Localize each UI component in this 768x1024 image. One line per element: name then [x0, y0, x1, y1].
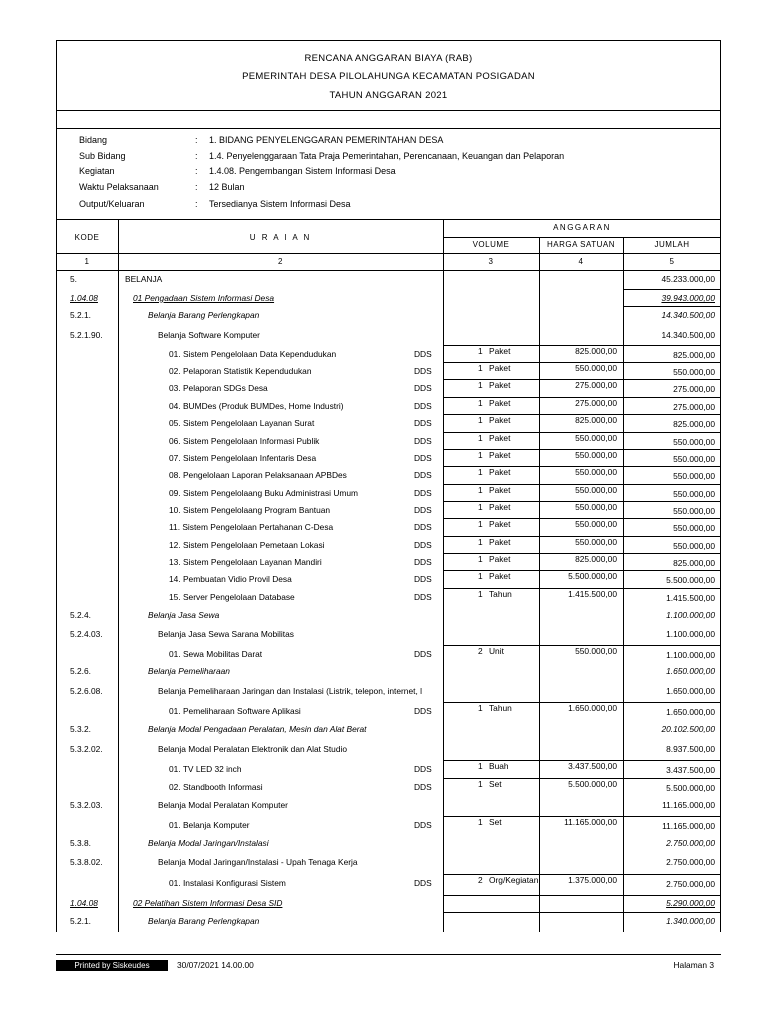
- row-separator: [443, 553, 721, 554]
- row-harga-satuan: 825.000,00: [575, 554, 617, 564]
- row-volume: 1: [478, 519, 483, 529]
- row-jumlah: 550.000,00: [673, 541, 715, 551]
- row-uraian: 02. Standbooth Informasi: [169, 782, 263, 792]
- row-separator: [443, 379, 721, 380]
- row-volume: 1: [478, 380, 483, 390]
- row-kode: 5.: [70, 274, 77, 284]
- info-colon: :: [195, 166, 198, 176]
- row-separator: [443, 588, 721, 589]
- row-uraian: 05. Sistem Pengelolaan Layanan Surat: [169, 418, 315, 428]
- row-harga-satuan: 550.000,00: [575, 485, 617, 495]
- row-satuan: Tahun: [489, 589, 512, 599]
- footer-divider: [56, 954, 721, 955]
- row-uraian: 14. Pembuatan Vidio Provil Desa: [169, 574, 292, 584]
- row-satuan: Unit: [489, 646, 504, 656]
- header-kode: KODE: [74, 233, 100, 242]
- row-uraian: 12. Sistem Pengelolaan Pemetaan Lokasi: [169, 540, 325, 550]
- row-volume: 1: [478, 433, 483, 443]
- row-jumlah: 275.000,00: [673, 384, 715, 394]
- row-kode: 5.2.6.: [70, 666, 91, 676]
- row-uraian: Belanja Modal Pengadaan Peralatan, Mesin dan Alat Berat: [148, 724, 367, 734]
- row-separator: [443, 397, 721, 398]
- row-volume: 1: [478, 589, 483, 599]
- row-volume: 1: [478, 703, 483, 713]
- row-uraian: Belanja Jasa Sewa: [148, 610, 220, 620]
- row-separator: [443, 466, 721, 467]
- row-source-dana: DDS: [414, 401, 432, 411]
- row-uraian: Belanja Pemeliharaan: [148, 666, 230, 676]
- row-satuan: Paket: [489, 415, 511, 425]
- row-satuan: Set: [489, 817, 502, 827]
- row-kode: 1.04.08: [70, 898, 98, 908]
- row-jumlah: 1.100.000,00: [666, 610, 715, 620]
- row-harga-satuan: 11.165.000,00: [564, 817, 617, 827]
- row-uraian: 01. Instalasi Konfigurasi Sistem: [169, 878, 286, 888]
- row-volume: 1: [478, 346, 483, 356]
- row-separator: [443, 501, 721, 502]
- divider: [443, 237, 721, 238]
- row-separator: [443, 449, 721, 450]
- row-uraian: Belanja Pemeliharaan Jaringan dan Instalasi (Listrik, telepon, internet, l: [158, 686, 422, 696]
- row-volume: 1: [478, 415, 483, 425]
- row-uraian: 11. Sistem Pengelolaan Pertahanan C-Desa: [169, 522, 334, 532]
- row-jumlah: 2.750.000,00: [666, 879, 715, 889]
- row-uraian: Belanja Barang Perlengkapan: [148, 916, 260, 926]
- row-jumlah: 2.750.000,00: [666, 838, 715, 848]
- divider: [56, 253, 721, 254]
- row-jumlah: 550.000,00: [673, 506, 715, 516]
- header-number-1: 1: [84, 257, 90, 266]
- row-jumlah: 825.000,00: [673, 419, 715, 429]
- row-satuan: Set: [489, 779, 502, 789]
- info-value: 1.4. Penyelenggaraan Tata Praja Pemerintahan, Perencanaan, Keuangan dan Pelaporan: [209, 151, 565, 161]
- row-source-dana: DDS: [414, 540, 432, 550]
- row-kode: 5.2.1.: [70, 916, 91, 926]
- row-source-dana: DDS: [414, 453, 432, 463]
- row-jumlah: 550.000,00: [673, 437, 715, 447]
- row-volume: 1: [478, 817, 483, 827]
- row-harga-satuan: 550.000,00: [575, 467, 617, 477]
- row-source-dana: DDS: [414, 470, 432, 480]
- row-source-dana: DDS: [414, 418, 432, 428]
- row-separator: [443, 432, 721, 433]
- row-separator: [443, 484, 721, 485]
- row-kode: 5.2.4.03.: [70, 629, 103, 639]
- row-volume: 2: [478, 875, 483, 885]
- info-label: Sub Bidang: [79, 151, 126, 161]
- row-harga-satuan: 550.000,00: [575, 502, 617, 512]
- column-divider: [539, 237, 540, 270]
- row-volume: 1: [478, 571, 483, 581]
- row-volume: 1: [478, 779, 483, 789]
- row-source-dana: DDS: [414, 366, 432, 376]
- row-uraian: Belanja Modal Jaringan/Instalasi - Upah Tenaga Kerja: [158, 857, 358, 867]
- info-value: 1.4.08. Pengembangan Sistem Informasi Desa: [209, 166, 396, 176]
- row-jumlah: 1.100.000,00: [666, 650, 715, 660]
- row-jumlah: 550.000,00: [673, 523, 715, 533]
- row-jumlah: 275.000,00: [673, 402, 715, 412]
- row-uraian: Belanja Barang Perlengkapan: [148, 310, 260, 320]
- row-satuan: Paket: [489, 571, 511, 581]
- row-source-dana: DDS: [414, 488, 432, 498]
- row-uraian: 01. Sewa Mobilitas Darat: [169, 649, 263, 659]
- row-uraian: 01. Sistem Pengelolaan Data Kependudukan: [169, 349, 337, 359]
- row-kode: 5.3.2.: [70, 724, 91, 734]
- row-jumlah: 39.943.000,00: [661, 293, 715, 303]
- row-harga-satuan: 275.000,00: [575, 380, 617, 390]
- row-satuan: Paket: [489, 502, 511, 512]
- row-harga-satuan: 550.000,00: [575, 646, 617, 656]
- row-harga-satuan: 1.375.000,00: [568, 875, 617, 885]
- row-satuan: Paket: [489, 467, 511, 477]
- row-source-dana: DDS: [414, 436, 432, 446]
- print-datetime: 30/07/2021 14.00.00: [177, 960, 254, 970]
- row-harga-satuan: 550.000,00: [575, 450, 617, 460]
- row-volume: 1: [478, 761, 483, 771]
- row-harga-satuan: 5.500.000,00: [568, 571, 617, 581]
- row-uraian: 01. Pemeliharaan Software Aplikasi: [169, 706, 301, 716]
- row-uraian: 15. Server Pengelolaan Database: [169, 592, 295, 602]
- row-harga-satuan: 550.000,00: [575, 433, 617, 443]
- row-source-dana: DDS: [414, 383, 432, 393]
- row-satuan: Paket: [489, 363, 511, 373]
- row-jumlah: 550.000,00: [673, 489, 715, 499]
- header-number-4: 4: [578, 257, 584, 266]
- row-harga-satuan: 550.000,00: [575, 537, 617, 547]
- row-satuan: Org/Kegiatan: [489, 875, 539, 885]
- info-value: Tersedianya Sistem Informasi Desa: [209, 199, 351, 209]
- header-number-2: 2: [278, 257, 283, 266]
- row-separator: [443, 912, 721, 913]
- divider: [56, 128, 721, 129]
- row-separator: [443, 816, 721, 817]
- row-volume: 1: [478, 554, 483, 564]
- row-harga-satuan: 1.415.500,00: [568, 589, 617, 599]
- row-separator: [443, 414, 721, 415]
- row-separator: [443, 895, 721, 896]
- column-divider: [118, 270, 119, 932]
- doc-title-line3: TAHUN ANGGARAN 2021: [329, 90, 448, 101]
- row-source-dana: DDS: [414, 820, 432, 830]
- row-separator: [443, 874, 721, 875]
- header-harga-satuan: HARGA SATUAN: [546, 240, 616, 249]
- row-satuan: Paket: [489, 554, 511, 564]
- row-kode: 5.3.2.03.: [70, 800, 103, 810]
- row-jumlah: 14.340.500,00: [661, 330, 715, 340]
- row-separator: [443, 362, 721, 363]
- info-colon: :: [195, 135, 198, 145]
- row-uraian: Belanja Modal Peralatan Elektronik dan Alat Studio: [158, 744, 348, 754]
- row-volume: 2: [478, 646, 483, 656]
- row-uraian: Belanja Jasa Sewa Sarana Mobilitas: [158, 629, 294, 639]
- row-uraian: 13. Sistem Pengelolaan Layanan Mandiri: [169, 557, 322, 567]
- row-jumlah: 1.650.000,00: [666, 707, 715, 717]
- row-jumlah: 14.340.500,00: [661, 310, 715, 320]
- row-uraian: 01. TV LED 32 inch: [169, 764, 242, 774]
- divider: [56, 270, 721, 271]
- row-uraian: 09. Sistem Pengelolaang Buku Administrasi Umum: [169, 488, 358, 498]
- row-source-dana: DDS: [414, 764, 432, 774]
- info-label: Bidang: [79, 135, 108, 145]
- row-uraian: 06. Sistem Pengelolaan Informasi Publik: [169, 436, 320, 446]
- row-satuan: Paket: [489, 398, 511, 408]
- row-uraian: Belanja Modal Peralatan Komputer: [158, 800, 288, 810]
- divider: [56, 219, 721, 220]
- row-source-dana: DDS: [414, 505, 432, 515]
- column-divider: [539, 270, 540, 932]
- row-uraian: Belanja Modal Jaringan/Instalasi: [148, 838, 269, 848]
- header-uraian: U R A I A N: [249, 233, 312, 242]
- row-harga-satuan: 3.437.500,00: [568, 761, 617, 771]
- row-kode: 5.2.1.: [70, 310, 91, 320]
- column-divider: [623, 237, 624, 270]
- row-jumlah: 550.000,00: [673, 471, 715, 481]
- info-colon: :: [195, 151, 198, 161]
- row-source-dana: DDS: [414, 706, 432, 716]
- row-uraian: 02. Pelaporan Statistik Kependudukan: [169, 366, 312, 376]
- row-jumlah: 1.340.000,00: [666, 916, 715, 926]
- row-jumlah: 5.500.000,00: [666, 575, 715, 585]
- column-divider: [623, 270, 624, 932]
- header-number-5: 5: [669, 257, 675, 266]
- row-jumlah: 1.650.000,00: [666, 666, 715, 676]
- row-separator: [443, 778, 721, 779]
- row-separator: [623, 289, 721, 290]
- row-jumlah: 550.000,00: [673, 367, 715, 377]
- doc-title-line1: RENCANA ANGGARAN BIAYA (RAB): [304, 53, 473, 64]
- row-jumlah: 1.415.500,00: [666, 593, 715, 603]
- header-number-3: 3: [488, 257, 494, 266]
- row-uraian: 08. Pengelolaan Laporan Pelaksanaan APBDes: [169, 470, 347, 480]
- info-label: Kegiatan: [79, 166, 115, 176]
- row-uraian: 04. BUMDes (Produk BUMDes, Home Industri): [169, 401, 344, 411]
- row-source-dana: DDS: [414, 522, 432, 532]
- row-uraian: 02 Pelatihan Sistem Informasi Desa SID: [133, 898, 283, 908]
- row-satuan: Paket: [489, 450, 511, 460]
- row-jumlah: 11.165.000,00: [662, 821, 715, 831]
- header-volume: VOLUME: [472, 240, 510, 249]
- page-number: Halaman 3: [673, 960, 714, 970]
- row-separator: [443, 570, 721, 571]
- row-jumlah: 1.650.000,00: [666, 686, 715, 696]
- row-uraian: 10. Sistem Pengelolaang Program Bantuan: [169, 505, 331, 515]
- row-source-dana: DDS: [414, 349, 432, 359]
- info-value: 12 Bulan: [209, 182, 245, 192]
- info-label: Output/Keluaran: [79, 199, 145, 209]
- row-harga-satuan: 1.650.000,00: [568, 703, 617, 713]
- row-volume: 1: [478, 398, 483, 408]
- column-divider: [443, 270, 444, 932]
- row-satuan: Paket: [489, 380, 511, 390]
- row-jumlah: 45.233.000,00: [661, 274, 715, 284]
- row-kode: 1.04.08: [70, 293, 98, 303]
- info-colon: :: [195, 182, 198, 192]
- row-satuan: Paket: [489, 346, 511, 356]
- row-satuan: Buah: [489, 761, 509, 771]
- row-harga-satuan: 825.000,00: [575, 346, 617, 356]
- row-jumlah: 8.937.500,00: [666, 744, 715, 754]
- row-jumlah: 2.750.000,00: [666, 857, 715, 867]
- printed-by-badge: Printed by Siskeudes: [56, 960, 168, 971]
- row-jumlah: 825.000,00: [673, 350, 715, 360]
- row-harga-satuan: 550.000,00: [575, 519, 617, 529]
- row-harga-satuan: 275.000,00: [575, 398, 617, 408]
- row-jumlah: 5.500.000,00: [666, 783, 715, 793]
- row-separator: [443, 645, 721, 646]
- row-satuan: Tahun: [489, 703, 512, 713]
- row-harga-satuan: 825.000,00: [575, 415, 617, 425]
- row-source-dana: DDS: [414, 574, 432, 584]
- row-jumlah: 3.437.500,00: [666, 765, 715, 775]
- row-separator: [443, 536, 721, 537]
- row-source-dana: DDS: [414, 557, 432, 567]
- column-divider: [118, 219, 119, 270]
- row-volume: 1: [478, 537, 483, 547]
- row-satuan: Paket: [489, 485, 511, 495]
- row-uraian: 01 Pengadaan Sistem Informasi Desa: [133, 293, 275, 303]
- row-kode: 5.2.6.08.: [70, 686, 103, 696]
- row-uraian: BELANJA: [125, 274, 163, 284]
- row-volume: 1: [478, 450, 483, 460]
- info-value: 1. BIDANG PENYELENGGARAN PEMERINTAHAN DESA: [209, 135, 444, 145]
- info-label: Waktu Pelaksanaan: [79, 182, 159, 192]
- row-harga-satuan: 5.500.000,00: [568, 779, 617, 789]
- row-uraian: 01. Belanja Komputer: [169, 820, 250, 830]
- row-satuan: Paket: [489, 537, 511, 547]
- row-source-dana: DDS: [414, 649, 432, 659]
- row-volume: 1: [478, 502, 483, 512]
- row-source-dana: DDS: [414, 592, 432, 602]
- row-separator: [623, 306, 721, 307]
- row-jumlah: 20.102.500,00: [661, 724, 715, 734]
- row-jumlah: 550.000,00: [673, 454, 715, 464]
- info-colon: :: [195, 199, 198, 209]
- row-separator: [443, 518, 721, 519]
- header-anggaran: ANGGARAN: [553, 223, 611, 232]
- row-jumlah: 825.000,00: [673, 558, 715, 568]
- row-jumlah: 1.100.000,00: [666, 629, 715, 639]
- row-source-dana: DDS: [414, 878, 432, 888]
- row-satuan: Paket: [489, 433, 511, 443]
- row-uraian: 07. Sistem Pengelolaan Infentaris Desa: [169, 453, 317, 463]
- divider: [56, 110, 721, 111]
- row-kode: 5.2.4.: [70, 610, 91, 620]
- row-kode: 5.3.2.02.: [70, 744, 103, 754]
- row-volume: 1: [478, 363, 483, 373]
- row-separator: [443, 345, 721, 346]
- row-jumlah: 5.290.000,00: [666, 898, 715, 908]
- doc-title-line2: PEMERINTAH DESA PILOLAHUNGA KECAMATAN POSIGADAN: [242, 71, 535, 82]
- row-uraian: Belanja Software Komputer: [158, 330, 260, 340]
- row-volume: 1: [478, 485, 483, 495]
- column-divider: [443, 219, 444, 270]
- header-jumlah: JUMLAH: [654, 240, 690, 249]
- row-volume: 1: [478, 467, 483, 477]
- row-harga-satuan: 550.000,00: [575, 363, 617, 373]
- row-uraian: 03. Pelaporan SDGs Desa: [169, 383, 268, 393]
- row-kode: 5.3.8.02.: [70, 857, 103, 867]
- row-separator: [443, 702, 721, 703]
- row-kode: 5.3.8.: [70, 838, 91, 848]
- row-kode: 5.2.1.90.: [70, 330, 103, 340]
- row-separator: [443, 760, 721, 761]
- row-source-dana: DDS: [414, 782, 432, 792]
- row-satuan: Paket: [489, 519, 511, 529]
- row-jumlah: 11.165.000,00: [662, 800, 715, 810]
